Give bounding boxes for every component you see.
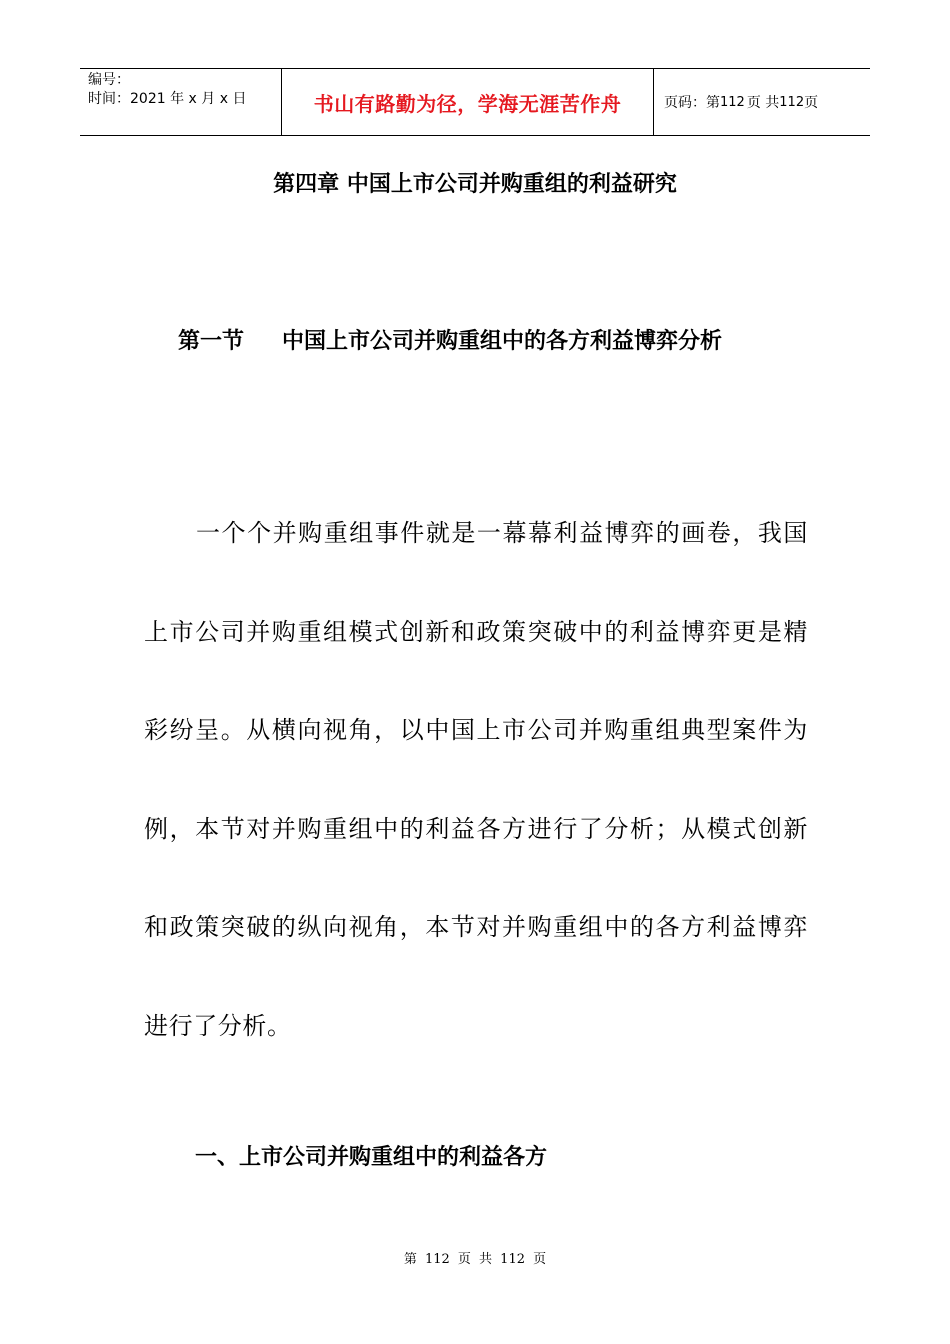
document-number-label: 编号： <box>88 72 130 88</box>
body-paragraph: 一个个并购重组事件就是一幕幕利益博弈的画卷，我国上市公司并购重组模式创新和政策突破中的利益博弈更是精彩纷呈。从横向视角，以中国上市公司并购重组典型案件为例，本节对并购重组中的利益各方进行了分析；从模式创新和政策突破的纵向视角，本节对并购重组中的各方利益博弈进行了分析。 <box>144 519 808 1040</box>
page-current: 112 <box>720 94 745 110</box>
page-total: 112 <box>779 94 805 110</box>
section-number: 第一节 <box>178 329 245 354</box>
header-page-cell <box>654 69 870 135</box>
page-mid: 页 共 <box>746 95 780 111</box>
section-heading: 中国上市公司并购重组中的各方利益博弈分析 <box>282 329 723 354</box>
page-prefix: 页码：第 <box>664 95 720 111</box>
header-motto-cell <box>282 69 654 135</box>
page-suffix: 页 <box>804 95 819 111</box>
page-footer: 第 112 页 共 112 页 <box>403 1252 547 1267</box>
chapter-title: 第四章 中国上市公司并购重组的利益研究 <box>273 172 677 197</box>
section-title <box>178 327 722 357</box>
header-table <box>80 68 870 136</box>
subheading: 一、上市公司并购重组中的利益各方 <box>195 1145 548 1170</box>
header-motto: 书山有路勤为径，学海无涯苦作舟 <box>313 91 622 116</box>
document-date-label: 时间：2021 年 x 月 x 日 <box>88 91 247 107</box>
header-meta-cell <box>80 69 282 135</box>
